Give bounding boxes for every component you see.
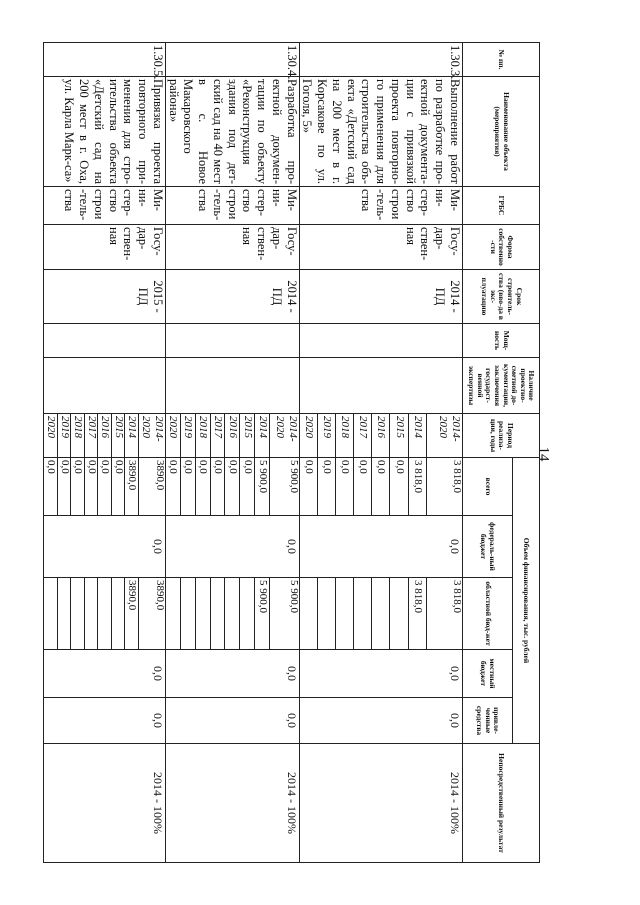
header-row-1: [513, 43, 540, 863]
capacity-cell: [299, 324, 462, 358]
regional-value: [336, 578, 354, 650]
total-value: 0,0: [98, 458, 112, 516]
page-number: 14: [535, 446, 552, 462]
total-value: 3 818,0: [426, 458, 462, 516]
regional-value: [195, 578, 210, 650]
period-year: 2017: [354, 414, 372, 458]
grbs-cell: Ми-ни-стер-ство строи-тель-ства: [44, 187, 166, 225]
capacity-cell: [44, 324, 166, 358]
period-year: 2015: [240, 414, 255, 458]
regional-value: [58, 578, 72, 650]
psd-cell: [166, 358, 300, 414]
psd-cell: [44, 358, 166, 414]
col-header-ownership: Форма собственно-сти: [463, 225, 540, 270]
other-value: 0,0: [44, 698, 166, 744]
period-year: 2016: [225, 414, 240, 458]
object-number: 1.30.4.: [166, 43, 300, 77]
regional-value: [354, 578, 372, 650]
regional-value: 3890,0: [125, 578, 139, 650]
object-number: 1.30.5.: [44, 43, 166, 77]
col-header-local: местный бюджет: [463, 650, 513, 698]
period-year: 2017: [210, 414, 225, 458]
period-year: 2014: [125, 414, 139, 458]
deadline-cell: 2015 - ПД: [44, 270, 166, 324]
table-row: [270, 43, 300, 863]
rotated-sheet: [45, 42, 540, 862]
col-header-federal: федераль-ный бюджет: [463, 516, 513, 578]
ownership-cell: Госу-дар-ствен-ная: [166, 225, 300, 270]
regional-value: 5 900,0: [270, 578, 300, 650]
period-year: 2016: [98, 414, 112, 458]
psd-cell: [299, 358, 462, 414]
object-name: Разработка про-ектной докумен-тации по объекту «Реконструкция здания под дет-ский сад на 40 мест в с. Новое Макаровского района»: [166, 77, 300, 187]
period-year: 2014-2020: [426, 414, 462, 458]
result-cell: 2014 - 100%: [44, 744, 166, 863]
period-year: 2017: [85, 414, 99, 458]
total-value: 5 900,0: [255, 458, 270, 516]
period-year: 2014-2020: [139, 414, 166, 458]
regional-value: [372, 578, 390, 650]
object-name: Привязка проекта повторного при-менения для стро-ительства объекта «Детский сад на 200 мест в г. Оха, ул. Карла Марк-са»: [44, 77, 166, 187]
regional-value: [317, 578, 335, 650]
regional-value: [180, 578, 195, 650]
col-header-grbs: ГРБС: [463, 187, 540, 225]
deadline-cell: 2014 - ПД: [299, 270, 462, 324]
total-value: 0,0: [112, 458, 126, 516]
period-year: 2019: [58, 414, 72, 458]
capacity-cell: [166, 324, 300, 358]
period-year: 2018: [195, 414, 210, 458]
regional-value: [112, 578, 126, 650]
col-header-other: привле-ченные средства: [463, 698, 513, 744]
col-header-deadline: Срок строитель-ства (вво-да в экс-плуатацию: [463, 270, 540, 324]
regional-value: [390, 578, 408, 650]
col-header-period: Период реализа-ции, годы: [463, 414, 540, 458]
local-value: 0,0: [299, 650, 462, 698]
table-row: [139, 43, 166, 863]
regional-value: 3 818,0: [408, 578, 426, 650]
total-value: 0,0: [372, 458, 390, 516]
object-name: Выполнение работ по разработке про-ектной документа-ции с привязкой проекта повторно-го применения для строительства объ-екта «Детский сад на 200 мест в г. Корсакове по ул. Гоголя, 5»: [299, 77, 462, 187]
regional-value: [71, 578, 85, 650]
regional-value: [166, 578, 181, 650]
period-year: 2018: [71, 414, 85, 458]
total-value: 0,0: [336, 458, 354, 516]
grbs-cell: Ми-ни-стер-ство строи-тель-ства: [299, 187, 462, 225]
regional-value: [44, 578, 58, 650]
regional-value: 3 818,0: [426, 578, 462, 650]
period-year: 2014: [408, 414, 426, 458]
total-value: 3890,0: [125, 458, 139, 516]
result-cell: 2014 - 100%: [299, 744, 462, 863]
period-year: 2019: [180, 414, 195, 458]
total-value: 0,0: [166, 458, 181, 516]
total-value: 0,0: [354, 458, 372, 516]
regional-value: [299, 578, 317, 650]
col-header-capacity: Мощ-ность: [463, 324, 540, 358]
deadline-cell: 2014 - ПД: [166, 270, 300, 324]
total-value: 0,0: [299, 458, 317, 516]
total-value: 0,0: [390, 458, 408, 516]
federal-value: 0,0: [44, 516, 166, 578]
regional-value: [225, 578, 240, 650]
total-value: 0,0: [58, 458, 72, 516]
col-header-funding-group: Объем финансирования, тыс. рублей: [513, 458, 540, 744]
other-value: 0,0: [299, 698, 462, 744]
col-header-total: всего: [463, 458, 513, 516]
regional-value: 5 900,0: [255, 578, 270, 650]
total-value: 3 818,0: [408, 458, 426, 516]
regional-value: [240, 578, 255, 650]
total-value: 0,0: [317, 458, 335, 516]
grbs-cell: Ми-ни-стер-ство строи-тель-ства: [166, 187, 300, 225]
period-year: 2014: [255, 414, 270, 458]
period-year: 2020: [166, 414, 181, 458]
result-cell: 2014 - 100%: [166, 744, 300, 863]
period-year: 2020: [299, 414, 317, 458]
total-value: 5 900,0: [270, 458, 300, 516]
total-value: 0,0: [85, 458, 99, 516]
total-value: 3890,0: [139, 458, 166, 516]
col-header-psd: Наличие проектно-сметной до-кументации, заключения государст-венной экспертизы: [463, 358, 540, 414]
period-year: 2014-2020: [270, 414, 300, 458]
federal-value: 0,0: [166, 516, 300, 578]
table-row: [426, 43, 462, 863]
period-year: 2019: [317, 414, 335, 458]
col-header-result: Непосредственный результат: [463, 744, 540, 863]
period-year: 2020: [44, 414, 58, 458]
federal-value: 0,0: [299, 516, 462, 578]
total-value: 0,0: [210, 458, 225, 516]
regional-value: 3890,0: [139, 578, 166, 650]
table-body: [44, 43, 463, 863]
col-header-regional: областной бюд-жет: [463, 578, 513, 650]
col-header-name: Наименование объекта (мероприятия): [463, 77, 540, 187]
ownership-cell: Госу-дар-ствен-ная: [44, 225, 166, 270]
regional-value: [85, 578, 99, 650]
period-year: 2015: [112, 414, 126, 458]
total-value: 0,0: [180, 458, 195, 516]
rotated-page-viewport: [45, 42, 540, 862]
total-value: 0,0: [225, 458, 240, 516]
regional-value: [98, 578, 112, 650]
total-value: 0,0: [240, 458, 255, 516]
object-number: 1.30.3.: [299, 43, 462, 77]
regional-value: [210, 578, 225, 650]
total-value: 0,0: [71, 458, 85, 516]
period-year: 2015: [390, 414, 408, 458]
local-value: 0,0: [166, 650, 300, 698]
period-year: 2018: [336, 414, 354, 458]
funding-table: [44, 42, 541, 863]
col-header-num: № пп.: [463, 43, 540, 77]
total-value: 0,0: [195, 458, 210, 516]
local-value: 0,0: [44, 650, 166, 698]
other-value: 0,0: [166, 698, 300, 744]
total-value: 0,0: [44, 458, 58, 516]
period-year: 2016: [372, 414, 390, 458]
ownership-cell: Госу-дар-ствен-ная: [299, 225, 462, 270]
